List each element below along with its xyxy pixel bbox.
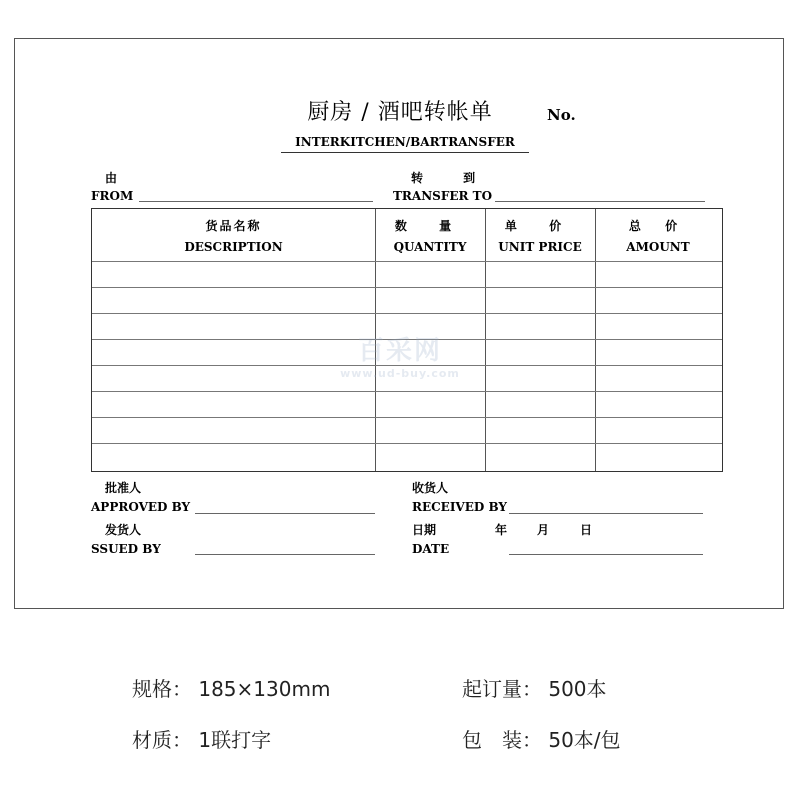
from-field[interactable] [139, 201, 373, 202]
transfer-label-en: TRANSFER TO [393, 189, 493, 203]
day-label: 日 [580, 523, 593, 537]
spec-packing-value: 50本/包 [548, 728, 621, 752]
column-header-amount: 总 价 AMOUNT [626, 219, 690, 254]
date-field[interactable] [509, 554, 703, 555]
spec-moq-label: 起订量： [462, 677, 542, 701]
spec-material-label: 材质： [132, 728, 192, 752]
spec-size [132, 673, 330, 702]
column-divider [595, 209, 596, 471]
row-divider [92, 443, 722, 444]
from-label-en: FROM [91, 189, 134, 203]
spec-packing-label: 包 装： [462, 728, 542, 752]
year-label: 年 [495, 523, 508, 537]
row-divider [92, 261, 722, 262]
spec-size-label: 规格： [132, 677, 192, 701]
column-header-description: 货品名称 DESCRIPTION [184, 219, 283, 254]
issued-label-en: SSUED BY [91, 542, 161, 556]
month-label: 月 [537, 523, 550, 537]
approved-label-cn: 批准人 [105, 481, 142, 495]
column-header-unit-price: 单 价 UNIT PRICE [498, 219, 582, 254]
spec-material-value: 1联打字 [198, 728, 272, 752]
row-divider [92, 391, 722, 392]
column-header-quantity: 数 量 QUANTITY [393, 219, 467, 254]
spec-packing [462, 724, 621, 753]
date-label-cn: 日期 [412, 523, 437, 537]
form-subtitle: INTERKITCHEN/BARTRANSFER [281, 135, 529, 153]
transfer-form [14, 38, 784, 609]
issued-label-cn: 发货人 [105, 523, 142, 537]
form-number-label: No. [547, 106, 576, 124]
spec-material [132, 724, 271, 753]
watermark-logo: 百采网 www.ud-buy.com [340, 336, 460, 380]
column-divider [485, 209, 486, 471]
approved-by-field[interactable] [195, 513, 375, 514]
row-divider [92, 287, 722, 288]
form-title: 厨房 / 酒吧转帐单 [307, 100, 493, 125]
received-label-cn: 收货人 [412, 481, 449, 495]
spec-moq-value: 500本 [548, 677, 607, 701]
spec-size-value: 185×130mm [198, 677, 331, 701]
approved-label-en: APPROVED BY [91, 500, 191, 514]
spec-moq [462, 673, 607, 702]
transfer-to-field[interactable] [495, 201, 705, 202]
row-divider [92, 417, 722, 418]
row-divider [92, 313, 722, 314]
from-label-cn: 由 [105, 171, 118, 185]
transfer-label-cn: 转 到 [411, 171, 494, 185]
received-by-field[interactable] [509, 513, 703, 514]
date-label-en: DATE [412, 542, 450, 556]
received-label-en: RECEIVED BY [412, 500, 507, 514]
issued-by-field[interactable] [195, 554, 375, 555]
